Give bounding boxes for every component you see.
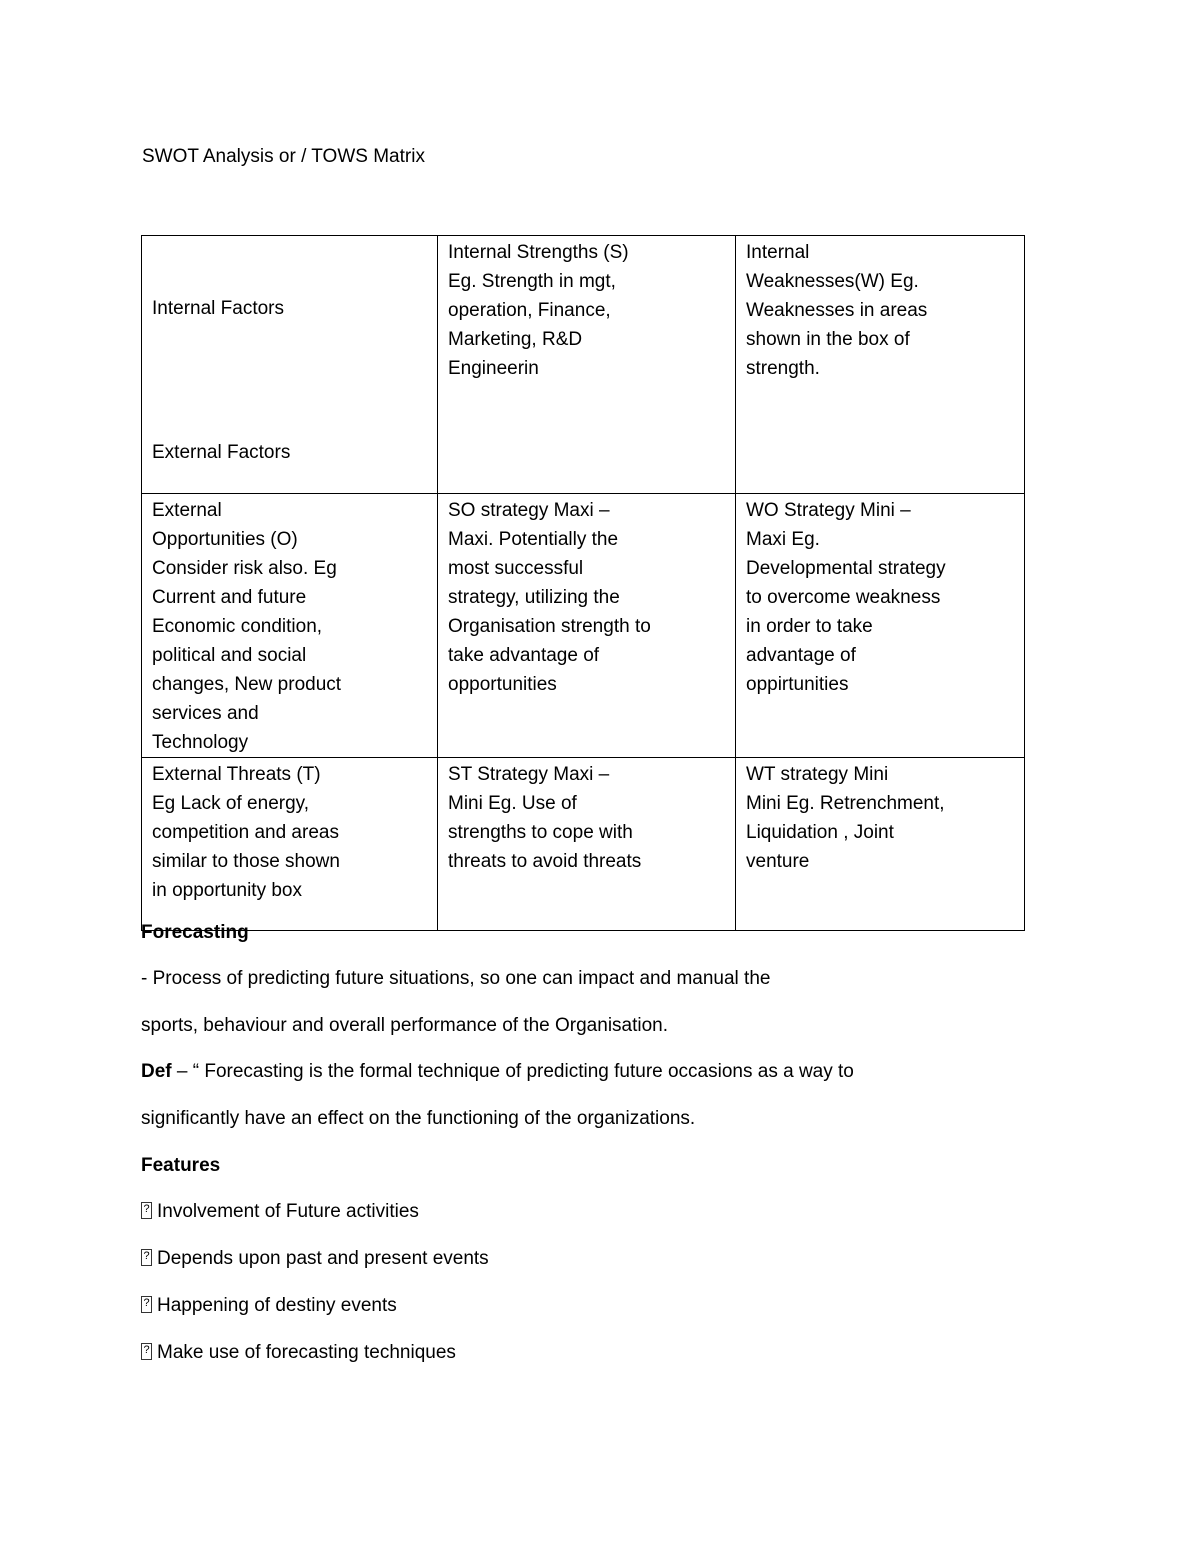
features-heading: Features bbox=[141, 1155, 221, 1176]
missing-glyph-bullet-icon bbox=[141, 1202, 152, 1219]
list-item: ?Involvement of Future activities bbox=[141, 1199, 419, 1225]
list-item: ?Happening of destiny events bbox=[141, 1293, 397, 1319]
missing-glyph-bullet-icon bbox=[141, 1249, 152, 1266]
definition-text: – “ Forecasting is the formal technique of predicting future occasions as a way to bbox=[171, 1061, 854, 1082]
missing-glyph-bullet-icon bbox=[141, 1296, 152, 1313]
matrix-corner-cell bbox=[142, 236, 438, 494]
wo-strategy-cell: WO Strategy Mini – Maxi Eg. Developmental strategy to overcome weakness in order to take advantage of oppirtunities bbox=[736, 494, 1025, 758]
internal-strengths-cell: Internal Strengths (S) Eg. Strength in mgt, operation, Finance, Marketing, R&D Engineerin bbox=[438, 236, 736, 494]
document-title: SWOT Analysis or / TOWS Matrix bbox=[142, 146, 425, 167]
external-factors-label: External Factors bbox=[152, 442, 291, 463]
tows-matrix-table bbox=[141, 235, 1025, 931]
list-item: ?Depends upon past and present events bbox=[141, 1246, 489, 1272]
definition-label: Def bbox=[141, 1061, 172, 1082]
forecasting-paragraph-line: sports, behaviour and overall performance of the Organisation. bbox=[141, 1015, 669, 1036]
forecasting-paragraph-line: - Process of predicting future situations, so one can impact and manual the bbox=[141, 968, 771, 989]
table-row bbox=[142, 758, 1025, 931]
table-row bbox=[142, 236, 1025, 494]
missing-glyph-bullet-icon bbox=[141, 1343, 152, 1360]
forecasting-heading: Forecasting bbox=[141, 922, 249, 943]
wt-strategy-cell: WT strategy Mini Mini Eg. Retrenchment, Liquidation , Joint venture bbox=[736, 758, 1025, 931]
definition-line: significantly have an effect on the functioning of the organizations. bbox=[141, 1108, 696, 1129]
list-item: ?Make use of forecasting techniques bbox=[141, 1340, 456, 1366]
external-threats-cell: External Threats (T) Eg Lack of energy, competition and areas similar to those shown in opportunity box bbox=[142, 758, 438, 931]
definition-line bbox=[141, 1059, 854, 1085]
so-strategy-cell: SO strategy Maxi – Maxi. Potentially the most successful strategy, utilizing the Organisation strength to take advantage of opportunities bbox=[438, 494, 736, 758]
st-strategy-cell: ST Strategy Maxi – Mini Eg. Use of strengths to cope with threats to avoid threats bbox=[438, 758, 736, 931]
table-row bbox=[142, 494, 1025, 758]
external-opportunities-cell: External Opportunities (O) Consider risk also. Eg Current and future Economic condition, political and social changes, New product services and Technology bbox=[142, 494, 438, 758]
internal-weaknesses-cell: Internal Weaknesses(W) Eg. Weaknesses in areas shown in the box of strength. bbox=[736, 236, 1025, 494]
internal-factors-label: Internal Factors bbox=[152, 298, 284, 319]
